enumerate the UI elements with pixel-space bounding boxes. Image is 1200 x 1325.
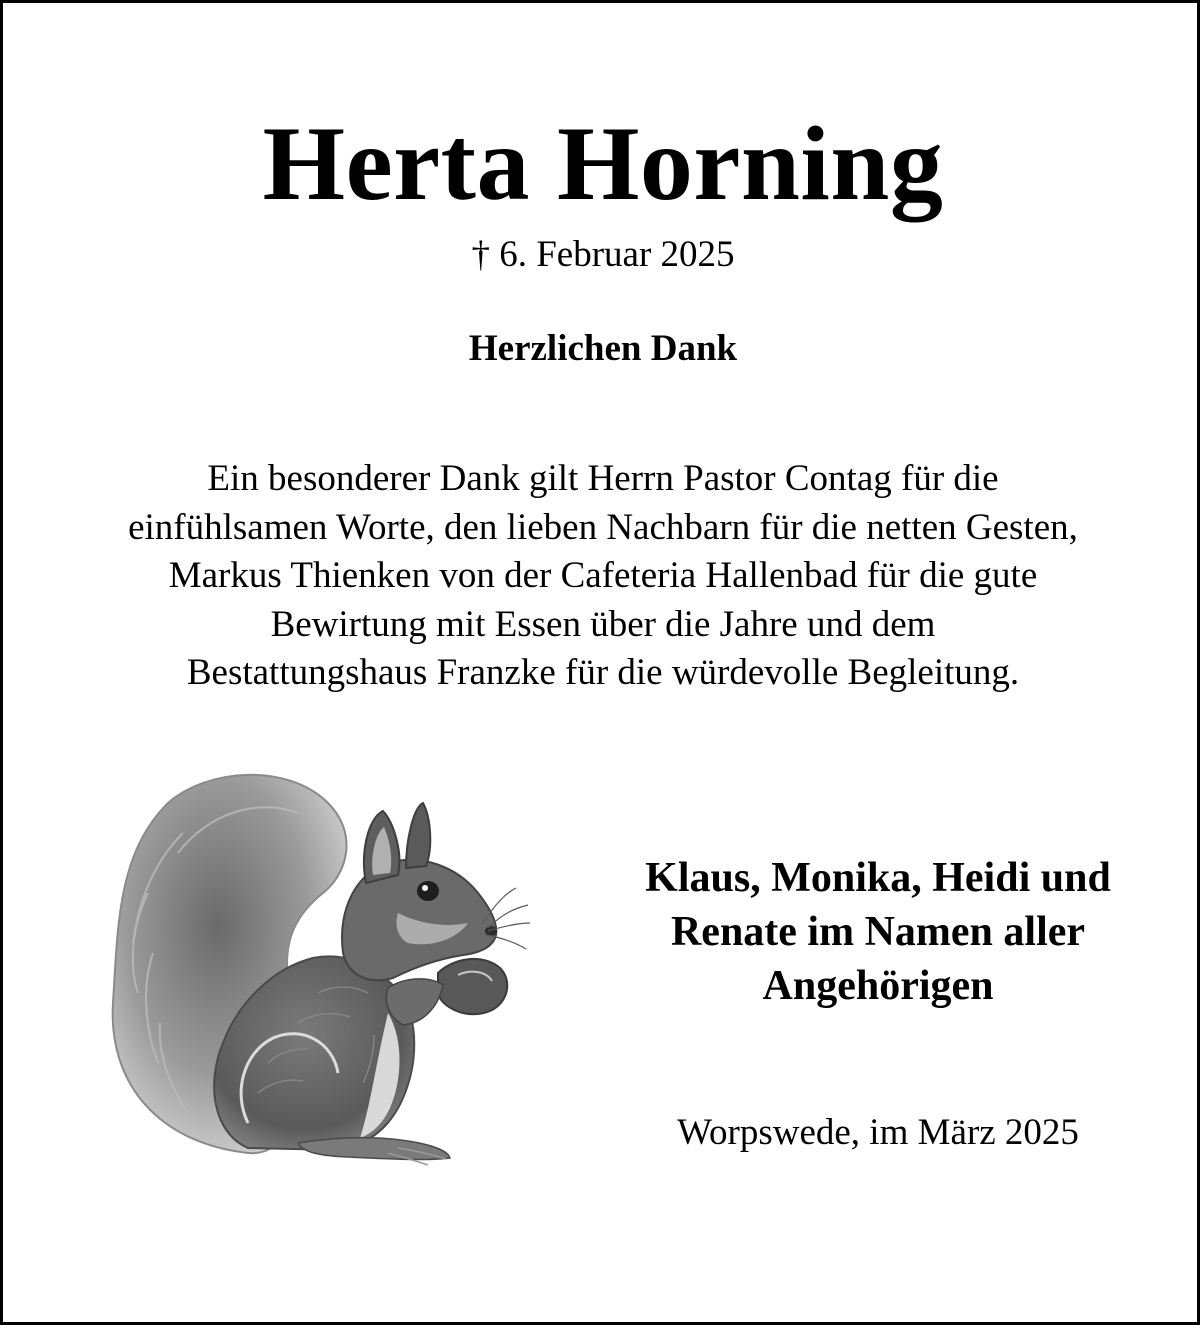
signers-line: Angehörigen: [762, 963, 994, 1009]
thanks-text-line: Bewirtung mit Essen über die Jahre und dem: [270, 603, 936, 645]
signers: [593, 851, 1163, 1013]
thanks-text-line: Bestattungshaus Franzke für die würdevolle Begleitung.: [186, 652, 1020, 693]
thanks-heading: Herzlichen Dank: [468, 328, 738, 369]
signers-line: Klaus, Monika, Heidi und: [645, 855, 1111, 901]
deceased-name: Herta Horning: [262, 105, 944, 222]
squirrel-icon: [98, 763, 538, 1183]
death-date: † 6. Februar 2025: [471, 234, 735, 275]
place-date: Worpswede, im März 2025: [677, 1112, 1079, 1153]
thanks-text: [43, 455, 1163, 698]
signers-line: Renate im Namen aller: [670, 909, 1086, 955]
thanks-text-line: einfühlsamen Worte, den lieben Nachbarn für die netten Gesten,: [128, 506, 1078, 548]
thanks-text-line: Ein besonderer Dank gilt Herrn Pastor Contag für die: [207, 458, 999, 499]
thanks-text-line: Markus Thienken von der Cafeteria Hallenbad für die gute: [168, 555, 1038, 596]
